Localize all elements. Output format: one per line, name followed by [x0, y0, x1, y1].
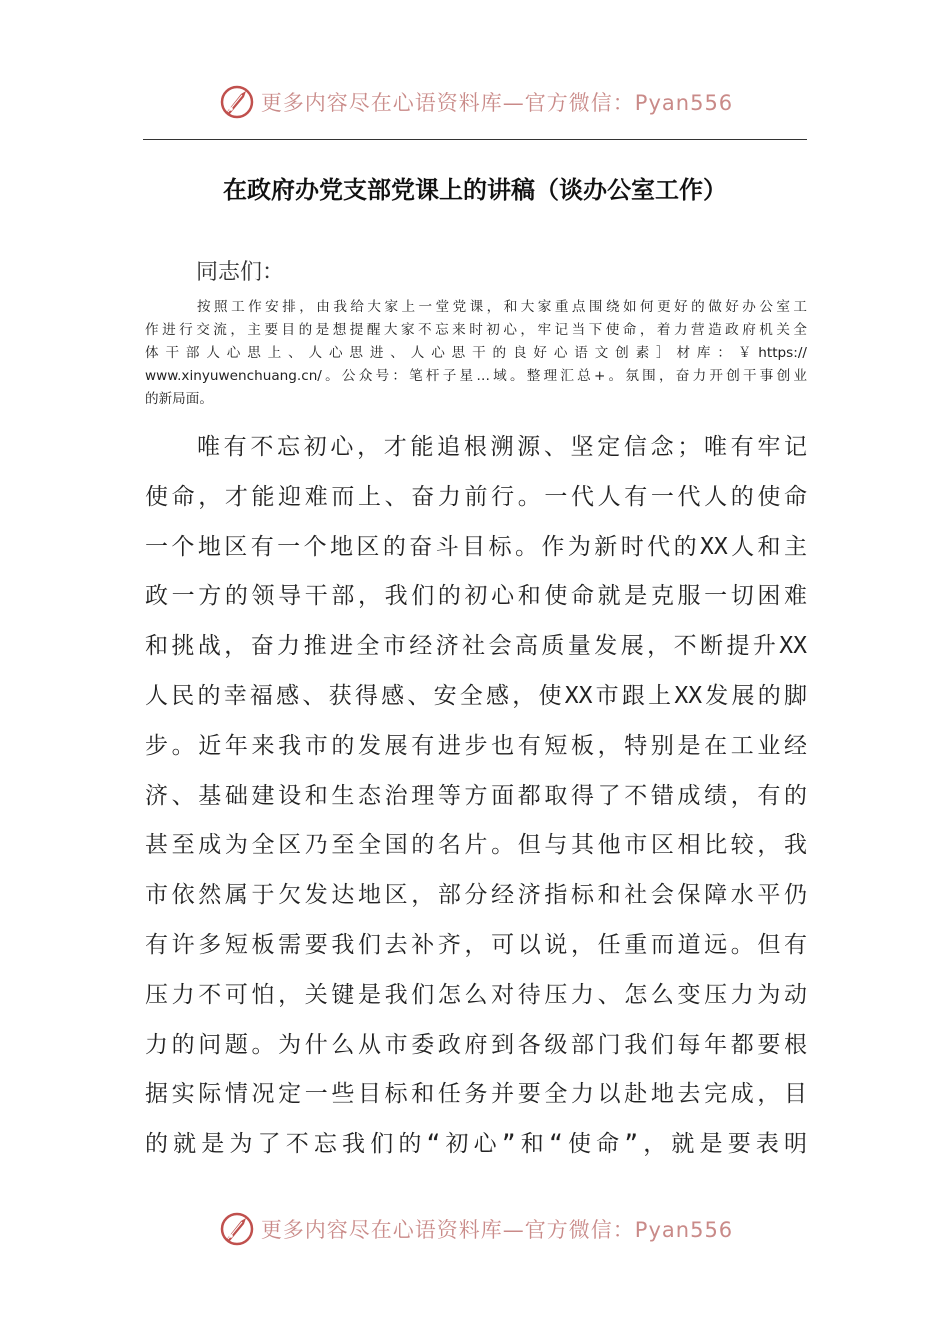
- intro-line: 按照工作安排，由我给大家上一堂党课，和大家重点围绕如何更好的做好办公室工: [197, 299, 807, 315]
- body-paragraph: [145, 425, 807, 1172]
- body-line: 政一方的领导干部，我们的初心和使命就是克服一切困难: [145, 583, 807, 610]
- body-line: 人民的幸福感、获得感、安全感，使XX市跟上XX发展的脚: [145, 682, 807, 709]
- intro-line: 体干部人心思上、人心思进、人心思干的良好心语文创素］材库：￥https://: [145, 345, 807, 361]
- body-line: 使命，才能迎难而上、奋力前行。一代人有一代人的使命: [145, 483, 807, 510]
- body-line: 力的问题。为什么从市委政府到各级部门我们每年都要根: [145, 1031, 807, 1058]
- pen-nib-logo-icon: [217, 82, 257, 122]
- body-line: 和挑战，奋力推进全市经济社会高质量发展，不断提升XX: [145, 633, 807, 660]
- body-line: 步。近年来我市的发展有进步也有短板，特别是在工业经: [145, 732, 807, 759]
- intro-paragraph: [145, 296, 807, 411]
- body-line: 压力不可怕，关键是我们怎么对待压力、怎么变压力为动: [145, 981, 807, 1008]
- body-line: 的就是为了不忘我们的“初心”和“使命”，就是要表明: [145, 1131, 807, 1158]
- body-line: 市依然属于欠发达地区，部分经济指标和社会保障水平仍: [145, 882, 807, 909]
- header-divider: [143, 139, 807, 140]
- header-banner-text: 更多内容尽在心语资料库—官方微信：Pyan556: [260, 91, 734, 115]
- greeting: 同志们：: [196, 260, 285, 285]
- body-line: 济、基础建设和生态治理等方面都取得了不错成绩，有的: [145, 782, 807, 809]
- pen-nib-logo-icon: [217, 1209, 257, 1249]
- footer-banner: [0, 1207, 950, 1251]
- intro-line: 作进行交流，主要目的是想提醒大家不忘来时初心，牢记当下使命，着力营造政府机关全: [145, 322, 807, 338]
- body-line: 甚至成为全区乃至全国的名片。但与其他市区相比较，我: [145, 832, 807, 859]
- body-line: 据实际情况定一些目标和任务并要全力以赴地去完成，目: [145, 1081, 807, 1108]
- intro-line: 的新局面。: [145, 391, 213, 407]
- document-title: 在政府办党支部党课上的讲稿（谈办公室工作）: [223, 175, 727, 204]
- header-banner: [0, 80, 950, 124]
- body-line: 一个地区有一个地区的奋斗目标。作为新时代的XX人和主: [145, 533, 807, 560]
- intro-line: www.xinyuwenchuang.cn/。公众号：笔杆子星…域。整理汇总+。氛围，奋力开创干事创业: [145, 368, 807, 384]
- footer-banner-text: 更多内容尽在心语资料库—官方微信：Pyan556: [260, 1218, 734, 1242]
- body-line: 有许多短板需要我们去补齐，可以说，任重而道远。但有: [145, 931, 807, 958]
- body-line: 唯有不忘初心，才能追根溯源、坚定信念；唯有牢记: [197, 434, 807, 460]
